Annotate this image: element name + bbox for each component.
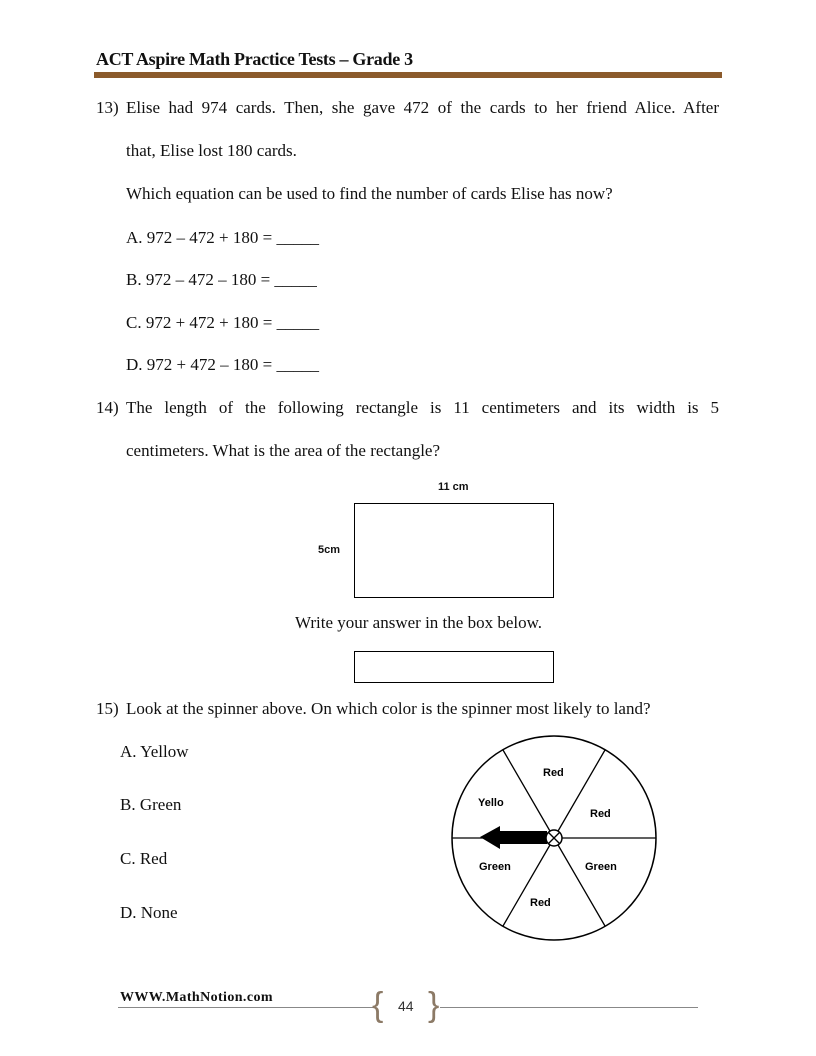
spinner-label: Yello: [478, 797, 504, 809]
rectangle-length-label: 11 cm: [438, 481, 469, 493]
q13-option-d[interactable]: D. 972 + 472 – 180 = _____: [126, 355, 319, 374]
q15-number: 15): [96, 699, 119, 718]
q13-option-a[interactable]: A. 972 – 472 + 180 = _____: [126, 228, 319, 247]
q13-number: 13): [96, 98, 119, 117]
rectangle-width-label: 5cm: [318, 544, 341, 556]
q13-line1-row: [96, 98, 720, 118]
page-number: 44: [398, 998, 414, 1014]
spinner-label: Red: [530, 897, 551, 909]
spinner-label: Green: [585, 861, 617, 873]
q13-option-b[interactable]: B. 972 – 472 – 180 = _____: [126, 270, 317, 289]
footer-rule-left: [118, 1007, 376, 1008]
page-bracket-left: {: [372, 986, 384, 1024]
page-bracket-right: }: [428, 986, 440, 1024]
spinner-label: Red: [543, 767, 564, 779]
q13-option-c[interactable]: C. 972 + 472 + 180 = _____: [126, 313, 320, 332]
q15-text-row: [96, 699, 651, 719]
spinner-label: Green: [479, 861, 511, 873]
footer-url[interactable]: WWW.MathNotion.com: [120, 990, 273, 1005]
q13-line1: Elise had 974 cards. Then, she gave 472 of the cards to her friend Alice. After: [126, 98, 719, 117]
q15-option-d[interactable]: D. None: [120, 903, 178, 922]
q14-number: 14): [96, 398, 119, 417]
footer-rule-right: [440, 1007, 698, 1008]
header-rule: [94, 72, 722, 78]
spinner-label: Red: [590, 808, 611, 820]
answer-prompt: Write your answer in the box below.: [295, 613, 543, 632]
answer-box[interactable]: [354, 651, 554, 683]
page-header-title: ACT Aspire Math Practice Tests – Grade 3: [96, 49, 413, 69]
q15-option-c[interactable]: C. Red: [120, 849, 168, 868]
q14-line1: The length of the following rectangle is 11 centimeters and its width is 5: [126, 398, 719, 417]
rectangle-figure: [354, 503, 554, 598]
q15-text: Look at the spinner above. On which color is the spinner most likely to land?: [126, 699, 651, 718]
q14-line2: centimeters. What is the area of the rectangle?: [126, 441, 441, 460]
q13-question: Which equation can be used to find the number of cards Elise has now?: [126, 184, 613, 203]
q13-line2: that, Elise lost 180 cards.: [126, 141, 297, 160]
spinner-figure: [450, 734, 660, 944]
q14-line1-row: [96, 398, 720, 418]
q15-option-b[interactable]: B. Green: [120, 795, 182, 814]
q15-option-a[interactable]: A. Yellow: [120, 742, 189, 761]
